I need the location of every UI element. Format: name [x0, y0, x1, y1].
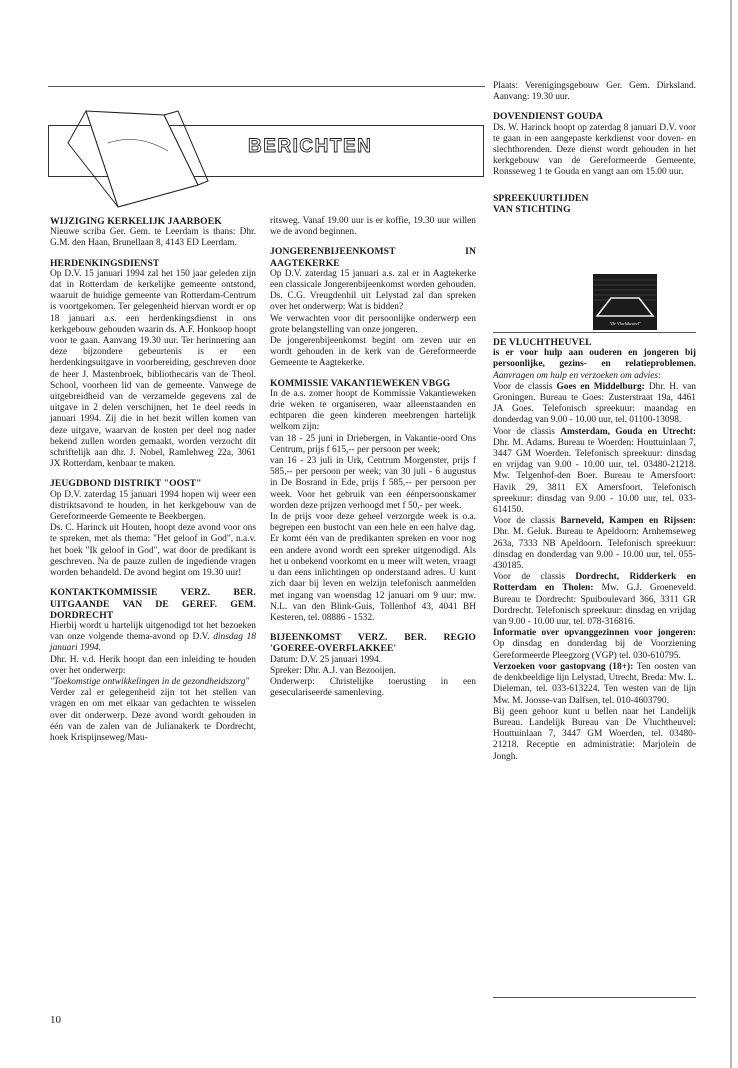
paper-sheet-icon — [48, 103, 218, 208]
event-topic: Onderwerp: Christelijke toerusting in een geseculariseerde samenleving. — [270, 676, 476, 699]
body-text: Hierbij wordt u hartelijk uitgenodigd tot het bezoeken van onze volgende thema-avond op D.V. — [50, 620, 256, 643]
page-number: 10 — [50, 1014, 61, 1026]
article-heading: WIJZIGING KERKELIJK JAARBOEK — [50, 216, 222, 227]
column-2 — [270, 216, 476, 707]
article-body: ritsweg. Vanaf 19.00 uur is er koffie, 19.30 uur willen we de avond beginnen. — [270, 216, 476, 238]
article-body: We verwachten voor dit persoonlijke onderwerp een grote belangstelling van onze jongeren. — [270, 313, 476, 335]
article-heading: JEUGDBOND DISTRIKT "OOST" — [50, 478, 202, 490]
bottom-rule — [493, 997, 696, 998]
article-body: In de prijs voor deze geheel verzorgde week is o.a. begrepen een bustocht van een hele en een halve dag. Er komt één van de predikanten spreken en voor nog een andere avond wordt een spreker uitgenodigd. Als het u onbekend voorkomt en u meer wilt weten, vraagt u dan eens inlichtingen op onderstaand adres. U kunt zich daar bij leven en welzijn telefonisch aanmelden met ingang van woensdag 12 januari om 9 uur: mw. N.L. van den Blink-Guis, Tollenhof 43, 4041 BH Kesteren, tel. 08886 - 1532. — [270, 512, 476, 623]
article-herdenkingsdienst — [50, 258, 256, 471]
entry-label: Voor de classis — [493, 381, 553, 392]
article-spreekuurtijden — [493, 193, 696, 215]
article-heading: DOVENDIENST GOUDA — [493, 111, 604, 123]
article-body: Op D.V. zaterdag 15 januari a.s. zal er in Aagtekerke een classicale Jongerenbijeenkomst worden gehouden. Ds. C.G. Vreugdenhil uit Lelystad zal dan spreken over het onderwerp: Wat is bidden? — [270, 268, 476, 313]
article-body: Ds. W. Harinck hoopt op zaterdag 8 januari D.V. voor te gaan in een aangepaste kerkdienst voor doven- en slechthorenden. Deze dienst wordt gehouden in het kerkgebouw van de Gereformeerde Gemeente, Ronsseweg 1 te Gouda en vangt aan om 15.00 uur. — [493, 122, 696, 178]
logo-caption: "De Vluchtheuvel" — [609, 321, 641, 326]
article-body: van 16 - 23 juli in Urk, Centrum Morgenster, prijs f 585,-- per persoon per week; van 30 juli - 6 augustus in De Bosrand in Ede, prijs f 585,-- per persoon per week. Voor het gebruik van een éénpersoonskamer worden deze prijzen verhoogd met f 50,- per week. — [270, 456, 476, 511]
article-dovendienst — [493, 111, 696, 178]
article-body — [50, 621, 256, 655]
entry-label: Voor de classis — [493, 572, 565, 583]
article-heading: HERDENKINGSDIENST — [50, 257, 160, 269]
article-continuation — [270, 216, 476, 238]
article-heading: JONGERENBIJEENKOMST IN AAGTEKERKE — [270, 246, 476, 269]
lead-italic: Aanvragen om hulp en verzoeken om advies: — [493, 370, 662, 381]
article-goeree-overflakkee — [270, 632, 476, 699]
event-topic: "Toekomstige ontwikkelingen in de gezondheidszorg" — [50, 676, 250, 687]
column-1 — [50, 216, 256, 752]
article-jongerenbijeenkomst — [270, 246, 476, 369]
entry-text: Op dinsdag en donderdag bij de Voorziening Gereformeerde Pleegzorg (VGP) tel. 030-610795. — [493, 639, 696, 661]
article-body: Op D.V. 15 januari 1994 zal het 150 jaar geleden zijn dat in Rotterdam de kerkelijke gemeente ontstond, waaruit de huidige gemeente van Rotterdam-Centrum is voortgekomen. Ter gelegenheid hiervan wordt er op 18 januari a.s. een herdenkingsdienst in ons kerkgebouw gehouden waarin ds. A.F. Honkoop hoopt voor te gaan. Aanvang 19.30 uur. Ter herinnering aan deze bijzondere gebeurtenis is er een herdenkingsuitgave in voorbereiding, geschreven door de heer J. Mastenbroek, bibliothecaris van de Theol. School, voorheen lid van de gemeente. Vanwege de uitgebreidheid van de verzamelde gegevens zal de uitgave in 2 delen verschijnen, het 1e deel reeds in januari 1994. Zij die in het bezit willen komen van deze uitgave, waarvan de kosten per deel nog nader bekend zullen worden gemaakt, worden verzocht dit schriftelijk aan dhr. J. Nobel, Ramlehweg 22a, 3061 JX Rotterdam, kenbaar te maken. — [50, 268, 256, 470]
classis-name: Amsterdam, Gouda en Utrecht: — [560, 426, 696, 437]
article-jaarboek — [50, 216, 256, 250]
binder-edge — [730, 0, 732, 1068]
entry-text: Dhr. M. Geluk. Bureau te Apeldoorn: Arnhemseweg 263a, 7333 NB Apeldoorn. Telefonisch spreekuur: dinsdag en donderdag van 9.00 - 10.00 uur, tel. 055-430185. — [493, 527, 696, 572]
article-body: De jongerenbijeenkomst begint om zeven uur en wordt gehouden in de kerk van de Gereformeerde Gemeente te Aagtekerke. — [270, 336, 476, 369]
info-entry — [493, 628, 696, 662]
classis-entry — [493, 427, 696, 517]
classis-entry — [493, 572, 696, 628]
article-heading: DE VLUCHTHEUVEL — [493, 337, 592, 348]
banner-title: BERICHTEN — [248, 136, 373, 157]
info-entry — [493, 662, 696, 707]
article-heading: SPREEKUURTIJDEN VAN STICHTING — [493, 192, 589, 215]
article-body: Verder zal er gelegenheid zijn tot het stellen van vragen en om met elkaar van gedachten te wisselen over dit onderwerp. Deze avond wordt gehouden in één van de zalen van de Julianakerk te Dordrecht, hoek Krispijnseweg/Mau- — [50, 688, 256, 743]
entry-label: Verzoeken voor gastopvang (18+): — [493, 661, 634, 672]
classis-name: Goes en Middelburg: — [556, 381, 645, 392]
entry-text: Dhr. H. van Groningen. Bureau te Goes: Zusterstraat 19a, 4461 JA Goes. Telefonisch spreekuur: maandag en donderdag van 9.00 - 10.00 uur, tel. 01100-13098. — [493, 381, 696, 426]
event-speaker: Spreker: Dhr. A.J. van Bezooijen. — [270, 665, 397, 676]
article-body: Op D.V. zaterdag 15 januari 1994 hopen wij weer een distriktsavond te houden, in het kerkgebouw van de Gereformeerde Gemeente te Beekbergen. — [50, 489, 256, 523]
article-heading: BIJEENKOMST VERZ. BER. REGIO 'GOEREE-OVERFLAKKEE' — [270, 632, 476, 655]
classis-entry — [493, 382, 696, 427]
article-body: Plaats: Verenigingsgebouw Ger. Gem. Dirksland. Aanvang: 19.30 uur. — [493, 81, 696, 103]
vluchtheuvel-logo — [593, 274, 657, 330]
entry-label: Informatie over opvanggezinnen voor jongeren: — [493, 628, 696, 639]
column-3 — [493, 81, 696, 223]
article-body: van 18 - 25 juni in Driebergen, in Vakantie-oord Ons Centrum, prijs f 615,-- per persoon per week; — [270, 433, 476, 455]
lead-text: is er voor hulp aan ouderen en jongeren bij persoonlijke, gezins- en relatieproblemen. — [493, 348, 696, 370]
article-continuation — [493, 81, 696, 103]
article-heading: KOMMISSIE VAKANTIEWEKEN VBGG — [270, 377, 451, 389]
article-vluchtheuvel — [493, 337, 696, 763]
entry-text: Ten oosten van de denkbeeldige lijn Lelystad, Utrecht, Breda: Mw. L. Dieleman, tel. 033-613224. Ten westen van de lijn Mw. M. Joosse-van Dalfsen, tel. 010-4603790. — [493, 661, 696, 706]
article-heading: KONTAKTKOMMISSIE VERZ. BER. UITGAANDE VAN DE GEREF. GEM. DORDRECHT — [50, 587, 256, 621]
event-date: dinsdag 18 januari 1994. — [50, 632, 256, 654]
classis-name: Dordrecht, Ridderkerk en Rotterdam en Tholen: — [493, 572, 697, 594]
event-date: Datum: D.V. 25 januari 1994. — [270, 654, 382, 665]
entry-label: Voor de classis — [493, 516, 556, 527]
article-body: In de a.s. zomer hoopt de Kommissie Vakantieweken drie weken te organiseren, waar alleenstaanden en echtparen die geen kinderen meebrengen hartelijk welkom zijn: — [270, 388, 476, 433]
column-3-lower — [493, 337, 696, 763]
article-body: Ds. C. Harinck uit Houten, hoopt deze avond voor ons te spreken, met als thema: "Het geloof in God", n.a.v. het boek "Ik geloof in God", wat door de predikant is geschreven. Na de pauze zullen de ingediende vragen worden behandeld. De avond begint om 19.30 uur! — [50, 523, 256, 579]
info-entry: Bij geen gehoor kunt u bellen naar het Landelijk Bureau. Landelijk Bureau van De Vluchtheuvel: Houttuinlaan 7, 3447 GM Woerden, tel. 03480-21218. Receptie en administratie: Marjolein de Jongh. — [493, 706, 696, 762]
article-body: Dhr. H. v.d. Herik hoopt dan een inleiding te houden over het onderwerp: — [50, 654, 256, 676]
article-lead — [493, 348, 696, 382]
classis-entry — [493, 516, 696, 572]
article-body: Nieuwe scriba Ger. Gem. te Leerdam is thans: Dhr. G.M. den Haan, Brunellaan 8, 4143 ED Leerdam. — [50, 227, 256, 249]
article-kontaktkommissie — [50, 587, 256, 744]
article-jeugdbond — [50, 478, 256, 579]
top-rule — [48, 86, 485, 87]
section-rule — [493, 332, 696, 333]
entry-label: Voor de classis — [493, 426, 555, 437]
entry-text: Dhr. M. Adams. Bureau te Woerden: Houttuinlaan 7, 3447 GM Woerden. Telefonisch spreekuur: dinsdag en vrijdag van 9.00 - 10.00 uur, tel. 03480-21218. Mw. Telgenhof-den Boer. Bureau te Amersfoort: Havik 29, 3811 EX Amersfoort. Telefonisch spreekuur: dinsdag van 9.00 - 10.00 uur, tel. 033-614150. — [493, 437, 696, 516]
article-vakantieweken — [270, 378, 476, 624]
entry-text: Mw. G.J. Groeneveld. Bureau te Dordrecht: Spuiboulevard 366, 3311 GR Dordrecht. Telefonisch spreekuur: dinsdag en vrijdag van 9.00 - 10.00 uur, tel. 078-316816. — [493, 583, 696, 628]
berichten-banner — [48, 103, 488, 208]
classis-name: Barneveld, Kampen en Rijssen: — [560, 516, 697, 527]
